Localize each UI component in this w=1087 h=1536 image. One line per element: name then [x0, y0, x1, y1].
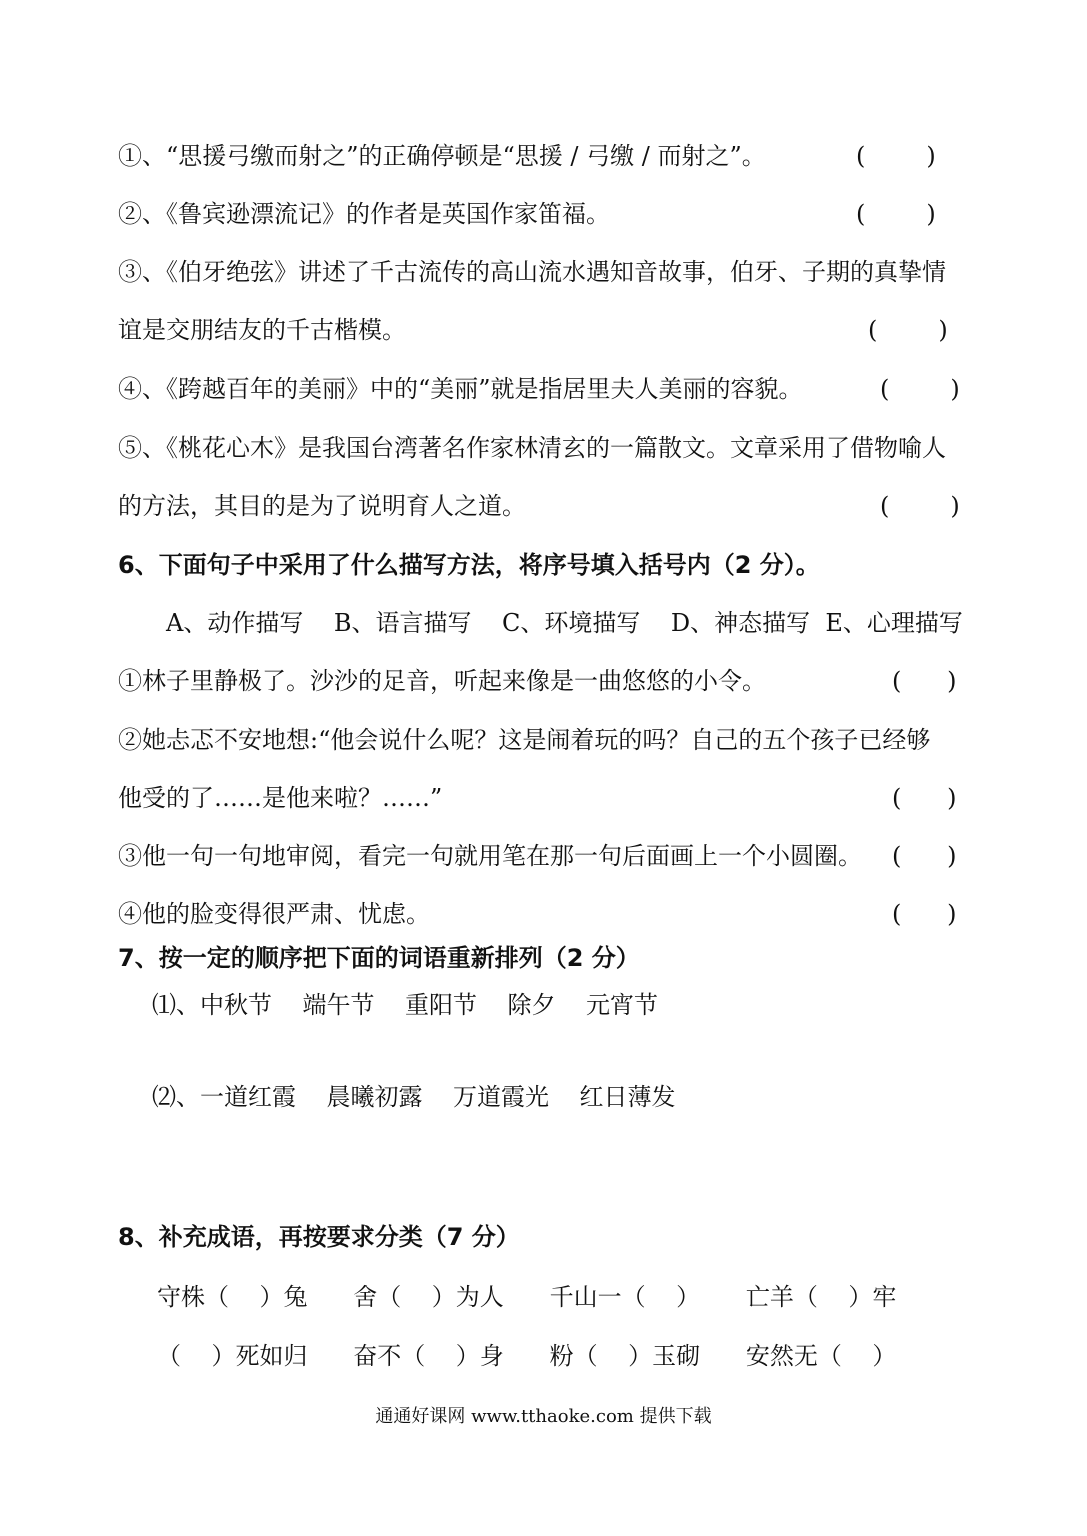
question-6-title: 6、下面句子中采用了什么描写方法，将序号填入括号内（2 分）。 [118, 551, 820, 579]
answer-paren-4: ( ) [880, 375, 960, 403]
q6-paren-4: ( ) [892, 900, 957, 928]
q6-paren-3: ( ) [892, 842, 957, 870]
answer-paren-3: ( ) [868, 316, 948, 344]
answer-paren-1: ( ) [856, 142, 936, 170]
q6-item-1: ①林子里静极了。沙沙的足音，听起来像是一曲悠悠的小令。 [118, 667, 766, 695]
q6-paren-2: ( ) [892, 784, 957, 812]
q7-line-1: ⑴、中秋节 端午节 重阳节 除夕 元宵节 [152, 991, 659, 1019]
page-footer: 通通好课网 www.tthaoke.com 提供下载 [375, 1406, 712, 1427]
answer-paren-2: ( ) [856, 200, 936, 228]
q6-paren-1: ( ) [892, 667, 957, 695]
answer-paren-5: ( ) [880, 492, 960, 520]
judgement-text-2: ②、《鲁宾逊漂流记》的作者是英国作家笛福。 [118, 200, 610, 228]
question-8-title: 8、补充成语，再按要求分类（7 分） [118, 1223, 520, 1251]
judgement-text-3a: ③、《伯牙绝弦》讲述了千古流传的高山流水遇知音故事，伯牙、子期的真挚情 [118, 258, 946, 286]
judgement-text-5a: ⑤、《桃花心木》是我国台湾著名作家林清玄的一篇散文。文章采用了借物喻人 [118, 434, 946, 462]
q8-row-1: 守株（ ）兔 舍（ ）为人 千山一（ ） 亡羊（ ）牢 [157, 1283, 897, 1311]
question-6-options: A、动作描写 B、语言描写 C、环境描写 D、神态描写 E、心理描写 [166, 609, 963, 637]
judgement-text-3b: 谊是交朋结友的千古楷模。 [118, 316, 406, 344]
q7-line-2: ⑵、一道红霞 晨曦初露 万道霞光 红日薄发 [152, 1083, 676, 1111]
judgement-text-4: ④、《跨越百年的美丽》中的“美丽”就是指居里夫人美丽的容貌。 [118, 375, 803, 403]
q8-row-2: （ ）死如归 奋不（ ）身 粉（ ）玉砌 安然无（ ） [157, 1342, 897, 1370]
judgement-text-5b: 的方法，其目的是为了说明育人之道。 [118, 492, 526, 520]
question-7-title: 7、按一定的顺序把下面的词语重新排列（2 分） [118, 944, 640, 972]
q6-item-2a: ②她忐忑不安地想:“他会说什么呢？这是闹着玩的吗？自己的五个孩子已经够 [118, 726, 931, 754]
q6-item-3: ③他一句一句地审阅，看完一句就用笔在那一句后面画上一个小圆圈。 [118, 842, 862, 870]
q6-item-2b: 他受的了……是他来啦？……” [118, 784, 443, 812]
q6-item-4: ④他的脸变得很严肃、忧虑。 [118, 900, 430, 928]
judgement-text-1: ①、“思援弓缴而射之”的正确停顿是“思援 / 弓缴 / 而射之”。 [118, 142, 766, 170]
